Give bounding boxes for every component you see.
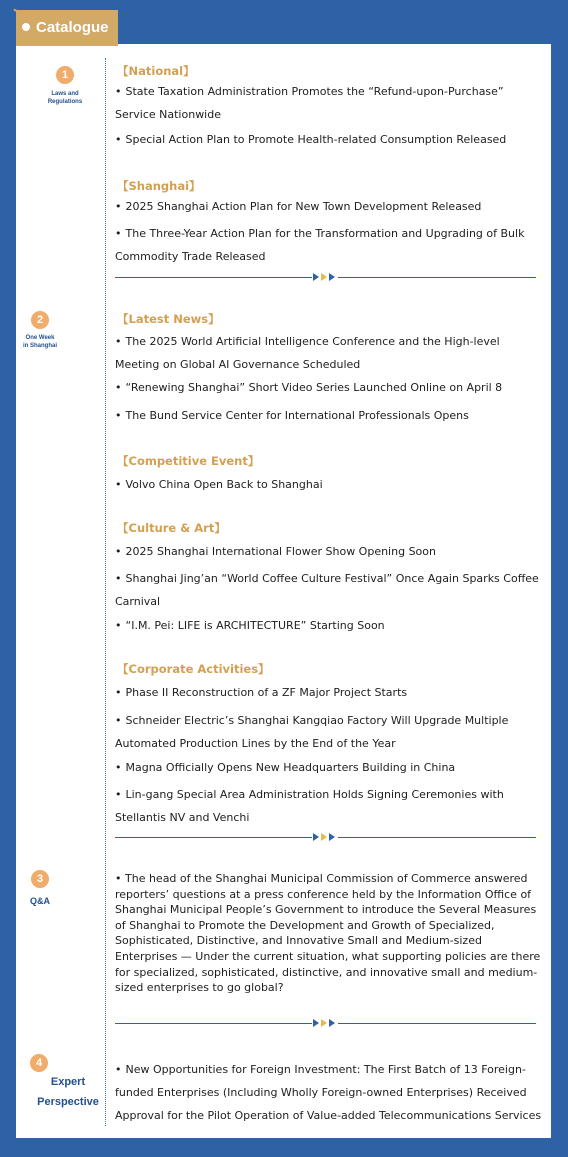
section-label-laws: Laws and Regulations (47, 91, 83, 105)
category-latest-news: 【Latest News】 (117, 312, 220, 326)
section-number-3: 3 (31, 870, 49, 888)
section-number-2: 2 (31, 311, 49, 329)
section-divider (115, 270, 536, 284)
badge-dot-icon (22, 23, 30, 31)
list-item[interactable]: • 2025 Shanghai International Flower Show Opening Soon (115, 545, 436, 558)
section-number-4: 4 (30, 1054, 48, 1072)
list-item[interactable]: • Magna Officially Opens New Headquarters Building in China (115, 761, 456, 774)
category-national: 【National】 (117, 64, 195, 78)
list-item[interactable]: • Schneider Electric’s Shanghai Kangqiao Factory Will Upgrade Multiple Automated Production Lines by the End of the Year (115, 714, 509, 750)
category-culture-art: 【Culture & Art】 (117, 521, 226, 535)
list-item[interactable]: • The Bund Service Center for International Professionals Opens (115, 409, 469, 422)
list-item[interactable]: • Lin-gang Special Area Administration Holds Signing Ceremonies with Stellantis NV and Venchi (115, 788, 504, 824)
list-item[interactable]: • Phase II Reconstruction of a ZF Major Project Starts (115, 686, 408, 699)
list-item[interactable]: • Special Action Plan to Promote Health-related Consumption Released (115, 133, 507, 146)
section-label-expert: Expert Perspective (37, 1076, 99, 1108)
category-corporate: 【Corporate Activities】 (117, 662, 270, 676)
triple-arrow-icon (312, 271, 338, 283)
list-item[interactable]: • Volvo China Open Back to Shanghai (115, 478, 323, 491)
triple-arrow-icon (312, 1017, 338, 1029)
timeline-divider (105, 58, 106, 1126)
section-label-qa: Q&A (30, 896, 50, 906)
list-item[interactable]: • The Three-Year Action Plan for the Transformation and Upgrading of Bulk Commodity Trade Released (115, 227, 525, 263)
triple-arrow-icon (312, 831, 338, 843)
catalogue-title: Catalogue (36, 19, 109, 36)
section-label-one-week: One Week in Shanghai (22, 335, 57, 349)
section-divider (115, 1016, 536, 1030)
catalogue-badge (16, 10, 118, 46)
section-divider (115, 830, 536, 844)
list-item[interactable]: • New Opportunities for Foreign Investment: The First Batch of 13 Foreign-funded Enterprises (Including Wholly Foreign-owned Enterprises) Received Approval for the Pilot Operation of Value-added Telecommunications Services (115, 1063, 542, 1122)
section-number-1: 1 (56, 66, 74, 84)
list-item[interactable]: • “Renewing Shanghai” Short Video Series Launched Online on April 8 (115, 381, 503, 394)
category-shanghai: 【Shanghai】 (117, 179, 201, 193)
list-item[interactable]: • Shanghai Jing’an “World Coffee Culture Festival” Once Again Sparks Coffee Carnival (115, 572, 539, 608)
list-item[interactable]: • “I.M. Pei: LIFE is ARCHITECTURE” Starting Soon (115, 619, 385, 632)
list-item[interactable]: • The 2025 World Artificial Intelligence Conference and the High-level Meeting on Global AI Governance Scheduled (115, 335, 500, 371)
qa-paragraph[interactable]: • The head of the Shanghai Municipal Commission of Commerce answered reporters’ questions at a press conference held by the Information Office of Shanghai Municipal People’s Government to introduce the Several Measures of Shanghai to Promote the Development and Growth of Specialized, Sophisticated, Distinctive, and Innovative Small and Medium-sized Enterprises — Under the current situation, what supporting policies are there for specialized, sophisticated, distinctive, and innovative small and medium-sized enterprises to go global? (115, 872, 541, 995)
badge-connector-line (13, 9, 28, 18)
list-item[interactable]: • State Taxation Administration Promotes the “Refund-upon-Purchase” Service Nationwide (115, 85, 504, 121)
category-competitive-event: 【Competitive Event】 (117, 454, 260, 468)
list-item[interactable]: • 2025 Shanghai Action Plan for New Town Development Released (115, 200, 482, 213)
